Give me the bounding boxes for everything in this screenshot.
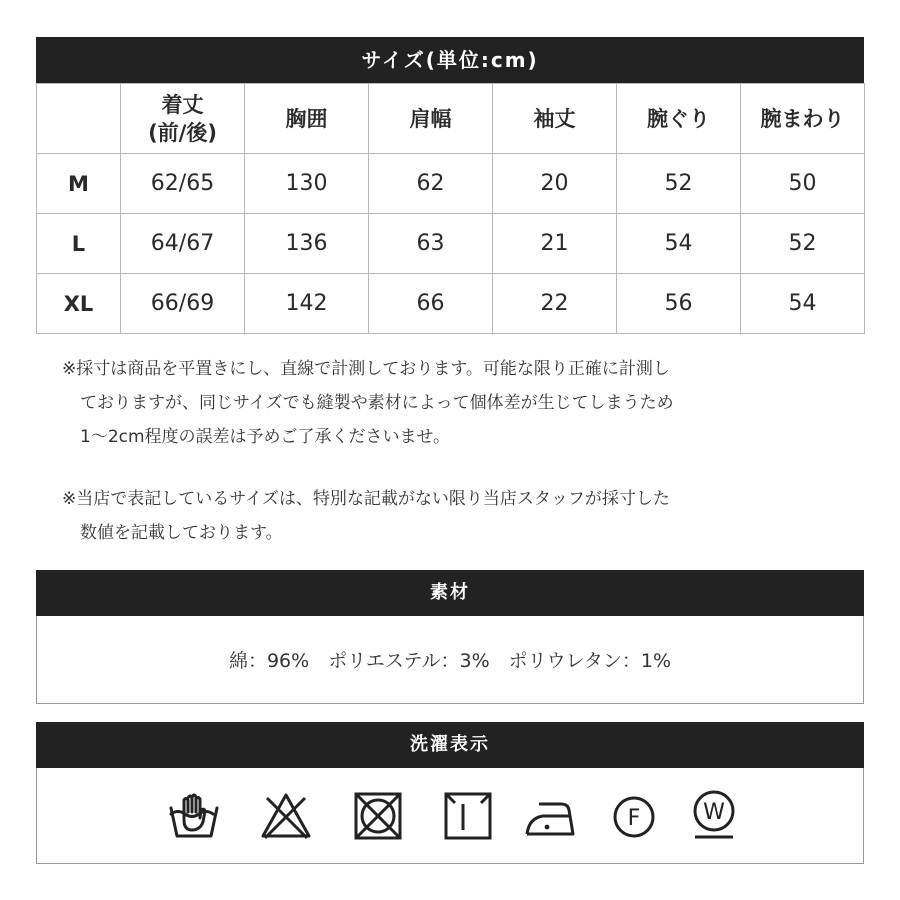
material-box xyxy=(36,616,864,704)
table-cell: 64/67 xyxy=(121,214,245,274)
header-sleeve: 袖丈 xyxy=(493,84,617,154)
size-table-header-row xyxy=(37,84,865,154)
care-title: 洗濯表示 xyxy=(36,722,864,768)
header-empty xyxy=(37,84,121,154)
table-cell: 62/65 xyxy=(121,154,245,214)
table-cell: 56 xyxy=(617,274,741,334)
size-table-title: サイズ(単位:cm) xyxy=(36,37,864,83)
header-length: 着丈 (前/後) xyxy=(121,84,245,154)
size-table xyxy=(36,83,865,334)
size-note xyxy=(62,482,862,550)
size-label: L xyxy=(37,214,121,274)
header-shoulder: 肩幅 xyxy=(369,84,493,154)
table-cell: 54 xyxy=(741,274,865,334)
header-chest: 胸囲 xyxy=(245,84,369,154)
no-bleach-icon xyxy=(259,790,313,842)
note-line: 1～2cm程度の誤差は予めご了承くださいませ。 xyxy=(80,427,451,447)
size-label: XL xyxy=(37,274,121,334)
note-line: 数値を記載しております。 xyxy=(80,523,283,543)
table-cell: 50 xyxy=(741,154,865,214)
table-cell: 130 xyxy=(245,154,369,214)
hang-dry-icon xyxy=(441,790,495,842)
note-line: ※採寸は商品を平置きにし、直線で計測しております。可能な限り正確に計測し xyxy=(62,359,670,379)
table-row xyxy=(37,274,865,334)
table-cell: 62 xyxy=(369,154,493,214)
table-cell: 63 xyxy=(369,214,493,274)
professional-wet-clean-w-icon xyxy=(687,790,741,842)
note-line: ておりますが、同じサイズでも縫製や素材によって個体差が生じてしまうため xyxy=(80,393,674,413)
material-section xyxy=(36,570,864,704)
dry-clean-letter: F xyxy=(627,806,641,831)
size-label: M xyxy=(37,154,121,214)
table-cell: 22 xyxy=(493,274,617,334)
measurement-note xyxy=(62,352,862,454)
hand-wash-icon xyxy=(167,790,221,842)
table-cell: 66/69 xyxy=(121,274,245,334)
wet-clean-letter: W xyxy=(703,800,725,825)
table-row xyxy=(37,154,865,214)
header-armhole: 腕ぐり xyxy=(617,84,741,154)
table-cell: 54 xyxy=(617,214,741,274)
table-cell: 52 xyxy=(617,154,741,214)
note-line: ※当店で表記しているサイズは、特別な記載がない限り当店スタッフが採寸した xyxy=(62,489,670,509)
material-text: 綿：96% ポリエステル：3% ポリウレタン：1% xyxy=(228,650,672,672)
care-section xyxy=(36,722,864,864)
table-cell: 52 xyxy=(741,214,865,274)
care-icons-box xyxy=(36,768,864,864)
header-arm-circumference: 腕まわり xyxy=(741,84,865,154)
table-cell: 20 xyxy=(493,154,617,214)
table-cell: 142 xyxy=(245,274,369,334)
table-cell: 21 xyxy=(493,214,617,274)
no-tumble-dry-icon xyxy=(351,790,405,842)
material-title: 素材 xyxy=(36,570,864,616)
table-row xyxy=(37,214,865,274)
table-cell: 66 xyxy=(369,274,493,334)
table-cell: 136 xyxy=(245,214,369,274)
professional-dry-clean-f-icon xyxy=(607,790,661,842)
iron-low-icon xyxy=(523,790,577,842)
size-table-section xyxy=(36,37,864,334)
